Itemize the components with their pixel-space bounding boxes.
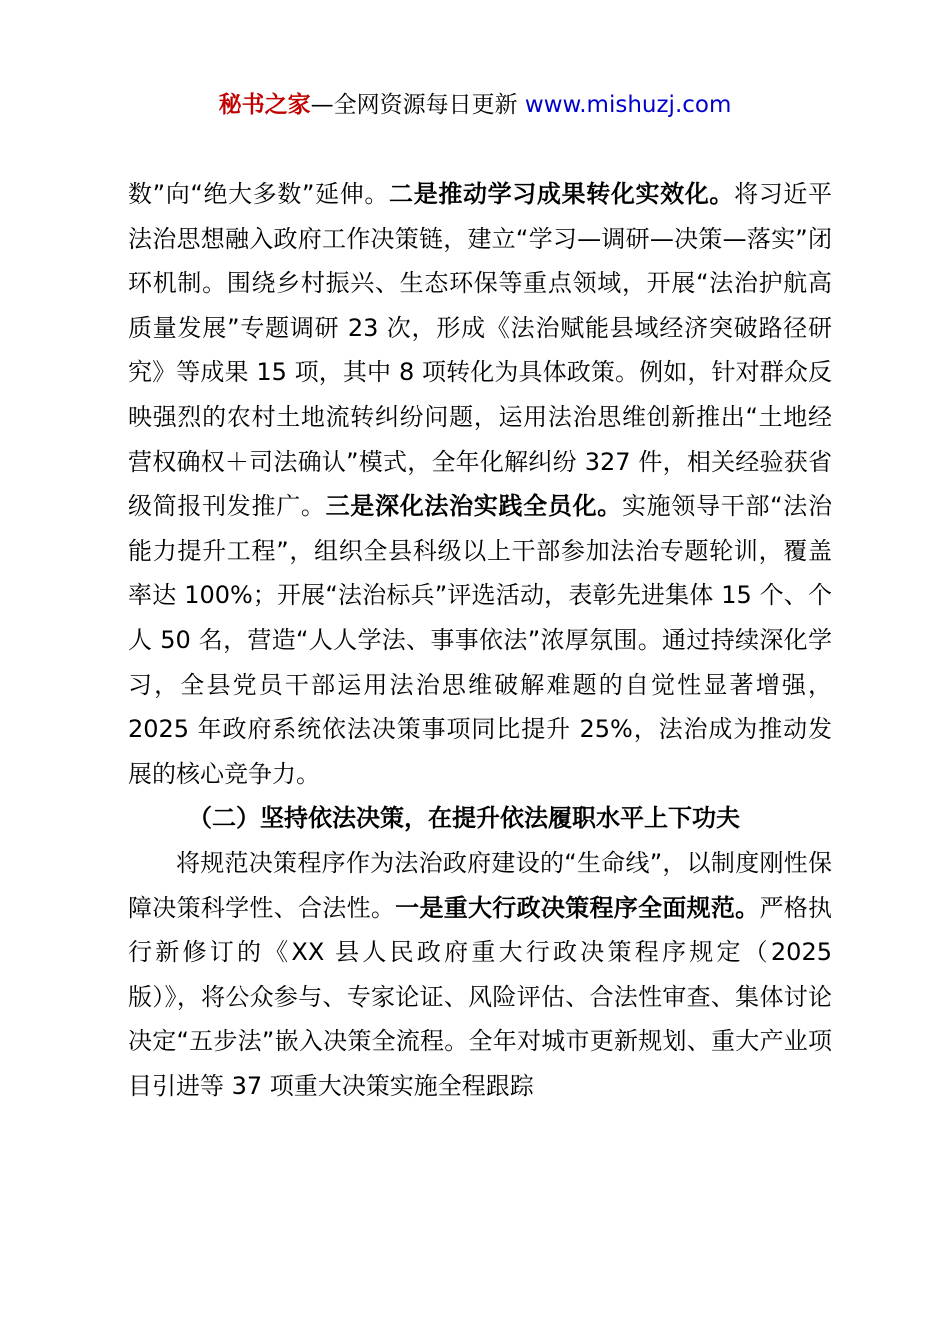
- page-header: [0, 88, 950, 122]
- section-heading: （二）坚持依法决策，在提升依法履职水平上下功夫: [188, 804, 740, 833]
- paragraph-1: [128, 172, 832, 796]
- para1-text-3: 实施领导干部“法治能力提升工程”，组织全县科级以上干部参加法治专题轮训，覆盖率达 100%；开展“法治标兵”评选活动，表彰先进集体 15 个、个人 50 名，营造“人人学法、事事依法”浓厚氛围。通过持续深化学习，全县党员干部运用法治思维破解难题的自觉性显著增强，2025 年政府系统依法决策事项同比提升 25%，法治成为推动发展的核心竞争力。: [128, 492, 833, 788]
- para1-text-1: 数”向“绝大多数”延伸。: [128, 180, 390, 208]
- para1-bold-2: 三是深化法治实践全员化。: [325, 492, 622, 521]
- header-tagline: —全网资源每日更新: [310, 92, 525, 118]
- para2-text-2: 严格执行新修订的《XX 县人民政府重大行政决策程序规定（2025 版）》，将公众参与、专家论证、风险评估、合法性审查、集体讨论决定“五步法”嵌入决策全流程。全年对城市更新规划、重大产业项目引进等 37 项重大决策实施全程跟踪: [128, 893, 833, 1100]
- header-brand: 秘书之家: [218, 92, 311, 118]
- para1-text-2: 将习近平法治思想融入政府工作决策链，建立“学习—调研—决策—落实”闭环机制。围绕乡村振兴、生态环保等重点领域，开展“法治护航高质量发展”专题调研 23 次，形成《法治赋能县域经济突破路径研究》等成果 15 项，其中 8 项转化为具体政策。例如，针对群众反映强烈的农村土地流转纠纷问题，运用法治思维创新推出“土地经营权确权＋司法确认”模式，全年化解纠纷 327 件，相关经验获省级简报刊发推广。: [128, 180, 833, 521]
- para2-text-1: 将规范决策程序作为法治政府建设的“生命线”，以制度刚性保障决策科学性、合法性。: [128, 848, 832, 922]
- document-body: [128, 172, 832, 1108]
- para1-bold-1: 二是推动学习成果转化实效化。: [389, 180, 735, 208]
- header-url[interactable]: www.mishuzj.com: [524, 92, 732, 118]
- para2-bold-1: 一是重大行政决策程序全面规范。: [395, 893, 760, 922]
- paragraph-2: [128, 841, 832, 1109]
